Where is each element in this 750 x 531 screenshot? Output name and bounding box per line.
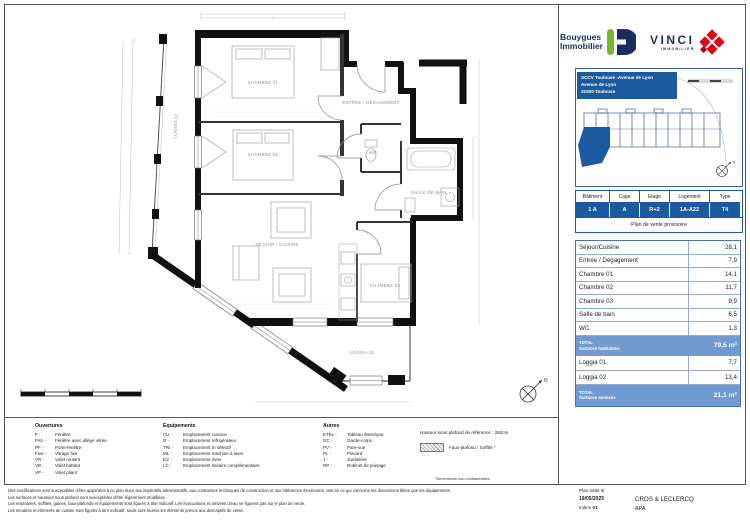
area-value: 7,9 [688, 255, 740, 268]
legend-item [35, 470, 107, 476]
legend-desc: Emplacement machine à laver [183, 450, 244, 456]
legend-desc: Tableau électrique [347, 432, 384, 437]
vinci-sub-label: IMMOBILIER [660, 46, 695, 51]
area-row [576, 282, 740, 296]
project-line3: 31500 Toulouse [581, 88, 616, 94]
legend-desc: Robinet de puisage [347, 463, 386, 469]
legend-abbr: J - [323, 457, 328, 463]
project-line1: SCCV Toulouse -Avenue de Lyon [581, 75, 654, 80]
legend-abbr: ETEL - [323, 432, 337, 437]
key-plan-scale-bar [688, 80, 732, 82]
bouygues-logo [560, 26, 636, 58]
legend-desc: Garde-corps [347, 438, 373, 444]
legend-desc: Vitrage fixe [55, 450, 78, 456]
legend-desc: Porte-fenêtre [55, 444, 82, 450]
room-label: WC [369, 150, 377, 155]
legend-desc: Fenêtre avec allège vitrée [55, 438, 107, 444]
legend-title: Autres [323, 423, 340, 429]
area-value: 9,9 [688, 295, 740, 308]
area-label: Séjour/Cuisine [579, 243, 620, 251]
legend-desc: Volet battant [55, 463, 81, 469]
unit-info-table [575, 190, 743, 233]
unit-cell: 1A-A22 [670, 203, 710, 217]
vinci-mark-icon [699, 29, 725, 55]
exterior-walls [195, 30, 467, 323]
area-value: 11,7 [688, 282, 740, 295]
vinci-name: VINCI [649, 32, 695, 47]
doc-phase: APA [635, 505, 646, 512]
unit-cell: R+2 [640, 203, 670, 217]
legend-abbr: CU - [163, 432, 173, 437]
habitable-rows [576, 241, 740, 336]
room-label: CHAMBRE 02 [247, 152, 279, 157]
area-value: 13,4 [688, 371, 740, 385]
legend-abbr: Fixe - [35, 450, 47, 456]
legend-autres [323, 423, 386, 470]
dimensions-note: *Dimensions non contractuelles [435, 476, 490, 481]
area-label: Salle de bain [579, 311, 615, 319]
legend-desc: Placard [347, 450, 363, 456]
legend-abbr: EV - [163, 457, 172, 463]
indice-line: Indice 01 [579, 505, 598, 511]
diagonal-window-2 [252, 322, 293, 354]
legend-ouvertures [35, 423, 107, 476]
unit-cell: Cage [610, 191, 640, 203]
legend-desc: Volet pliant [55, 469, 78, 475]
total-habitable-value: 79,5 m² [713, 342, 737, 350]
legend [5, 418, 558, 483]
area-label: Chambre 01 [579, 270, 614, 278]
area-label: Loggia 02 [579, 373, 607, 381]
dimension-lines [119, 12, 479, 402]
legend-desc: Emplacement tri sélectif [183, 444, 231, 450]
vinci-logo [650, 29, 725, 55]
legend-abbr: VR - [35, 457, 44, 463]
area-row [576, 356, 740, 371]
areas-table [575, 240, 741, 407]
legend-desc: Emplacement évier [183, 457, 222, 463]
floor-plan-area [5, 4, 558, 416]
total-annexes-row [576, 385, 740, 406]
legend-item [323, 463, 386, 469]
disclaimer-line: Les surfaces et hauteurs sous plafond sont susceptibles d'être légèrement modifiées. [8, 494, 166, 500]
scale-bar [21, 389, 141, 396]
left-wall-windows [195, 66, 227, 240]
title-block [579, 487, 741, 514]
compass-icon [520, 378, 548, 402]
legend-abbr: PL - [323, 450, 332, 456]
unit-cell: T4 [710, 203, 740, 217]
plan-caption: Plan de vente provisoire [576, 217, 742, 232]
key-plan-unit-highlight [578, 127, 610, 167]
legend-desc: Volet roulant [55, 457, 81, 463]
area-label: Chambre 03 [579, 297, 614, 305]
area-value: 14,1 [688, 268, 740, 281]
disclaimer-text [8, 488, 556, 514]
area-row [576, 295, 740, 309]
unit-cell: A [610, 203, 640, 217]
legend-abbr: PF - [35, 444, 44, 450]
disclaimer-line: Les retombées, soffites, gaines, faux-plafonds et équipements sont figurés à titre indicatif. Les évacuations et arrivées d'eau ne figurent pas sur le plan de vente. [8, 501, 306, 506]
project-banner [577, 72, 677, 99]
total-habitable-row [576, 336, 740, 357]
legend-abbr: VP - [35, 469, 44, 475]
room-label: LOGGIA 01 [349, 350, 375, 355]
room-label: ENTRÉE / DÉGAGEMENT [342, 100, 400, 105]
area-label: Entrée / Dégagement [579, 257, 638, 265]
area-row [576, 309, 740, 323]
unit-cell: Logement [670, 191, 710, 203]
room-label: CHAMBRE 03 [369, 283, 401, 288]
legend-abbr: F - [35, 432, 41, 437]
total-annexes-value: 21,1 m² [713, 391, 737, 399]
legend-desc: Pare-vue [347, 444, 366, 450]
legend-title: Ouvertures [35, 423, 63, 429]
total-label: TOTAL [579, 340, 593, 346]
annex-rows [576, 356, 740, 385]
area-row [576, 255, 740, 269]
project-line2: Avenue de Lyon [581, 81, 617, 87]
area-label: Chambre 02 [579, 284, 614, 292]
legend-abbr: PV - [323, 444, 332, 450]
edited-label: Plan édité le [579, 488, 605, 493]
legend-desc: Emplacement réfrigérateur [183, 438, 237, 444]
legend-abbr: R - [163, 438, 169, 444]
legend-abbr: FAV - [35, 438, 46, 444]
legend-ceiling-note [420, 430, 560, 452]
unit-table-header-row [576, 191, 742, 203]
area-value: 28,1 [688, 241, 740, 254]
key-plan-north-label: N [732, 160, 736, 165]
interior-walls [198, 34, 413, 322]
area-value: 1,3 [688, 322, 740, 335]
bouygues-name-line1: Bouygues [560, 31, 602, 42]
disclaimer-line: Les meubles et éléments de cuisine sont figurés à titre indicatif; seuls sont fournis les éléments prévus aux descriptifs de vente. [8, 507, 245, 513]
floor-plan [5, 4, 558, 416]
legend-abbr: TRI - [163, 444, 173, 450]
area-row [576, 241, 740, 255]
soffit-label: Faux-plafond / Soffite * [449, 445, 496, 450]
legend-desc: Jardinière [347, 457, 367, 463]
area-row [576, 371, 740, 386]
area-label: Loggia 01 [579, 359, 607, 367]
legend-abbr: LC - [163, 463, 172, 469]
compass-north-label: N [544, 378, 548, 384]
header-logos [560, 20, 744, 64]
unit-cell: Etage [640, 191, 670, 203]
legend-title: Equipements [163, 423, 196, 429]
architect-firm: CROS & LECLERCQ [635, 496, 694, 503]
unit-cell: Type [710, 191, 740, 203]
entrance-door [357, 60, 385, 92]
total-label: TOTAL [579, 389, 593, 395]
area-label: WC [579, 324, 590, 332]
unit-cell: Bâtiment [576, 191, 610, 203]
bouygues-name-line2: Immobilier [560, 41, 603, 51]
area-value: 7,7 [688, 356, 740, 370]
room-label: SÉJOUR / CUISINE [255, 242, 299, 247]
legend-item [163, 463, 260, 469]
legend-equipements [163, 423, 260, 470]
area-row [576, 268, 740, 282]
door-swings [318, 96, 401, 254]
room-label: SALLE DE BAIN [411, 190, 447, 195]
loggia2-wall [148, 34, 167, 259]
total-sublabel: Surfaces annexes [579, 395, 616, 401]
ceiling-height-text: Hauteur sous plafond de référence : 260cm [420, 430, 509, 435]
area-row [576, 322, 740, 336]
room-label: CHAMBRE 01 [247, 80, 279, 85]
unit-cell: 1 A [576, 203, 610, 217]
unit-table-value-row [576, 203, 742, 217]
area-value: 6,5 [688, 309, 740, 322]
bouygues-mark-icon [606, 26, 636, 58]
legend-abbr: GC - [323, 438, 333, 444]
legend-abbr: RP - [323, 463, 332, 469]
disclaimer-line: Des modifications sont susceptibles d'être apportées à ce plan dues aux impératifs administratifs, aux contraintes techniques de construction et aux tolérances d'exécution, tant en ce qui concerne les dimensions libres que les équipements. [8, 488, 451, 493]
furniture [232, 38, 411, 302]
edit-date: 19/05/2025 [579, 496, 605, 503]
total-sublabel: Surfaces habitables [579, 345, 620, 351]
legend-abbr: ML - [163, 450, 172, 456]
legend-desc: Emplacement cuisson [183, 432, 228, 437]
room-label: LOGGIA 02 [172, 113, 179, 139]
legend-desc: Emplacement linéaire complémentaire [183, 463, 260, 469]
legend-desc: Fenêtre [55, 432, 71, 437]
legend-abbr: VB - [35, 463, 44, 469]
soffit-hatch-swatch [420, 443, 444, 452]
panel-divider [558, 4, 559, 484]
